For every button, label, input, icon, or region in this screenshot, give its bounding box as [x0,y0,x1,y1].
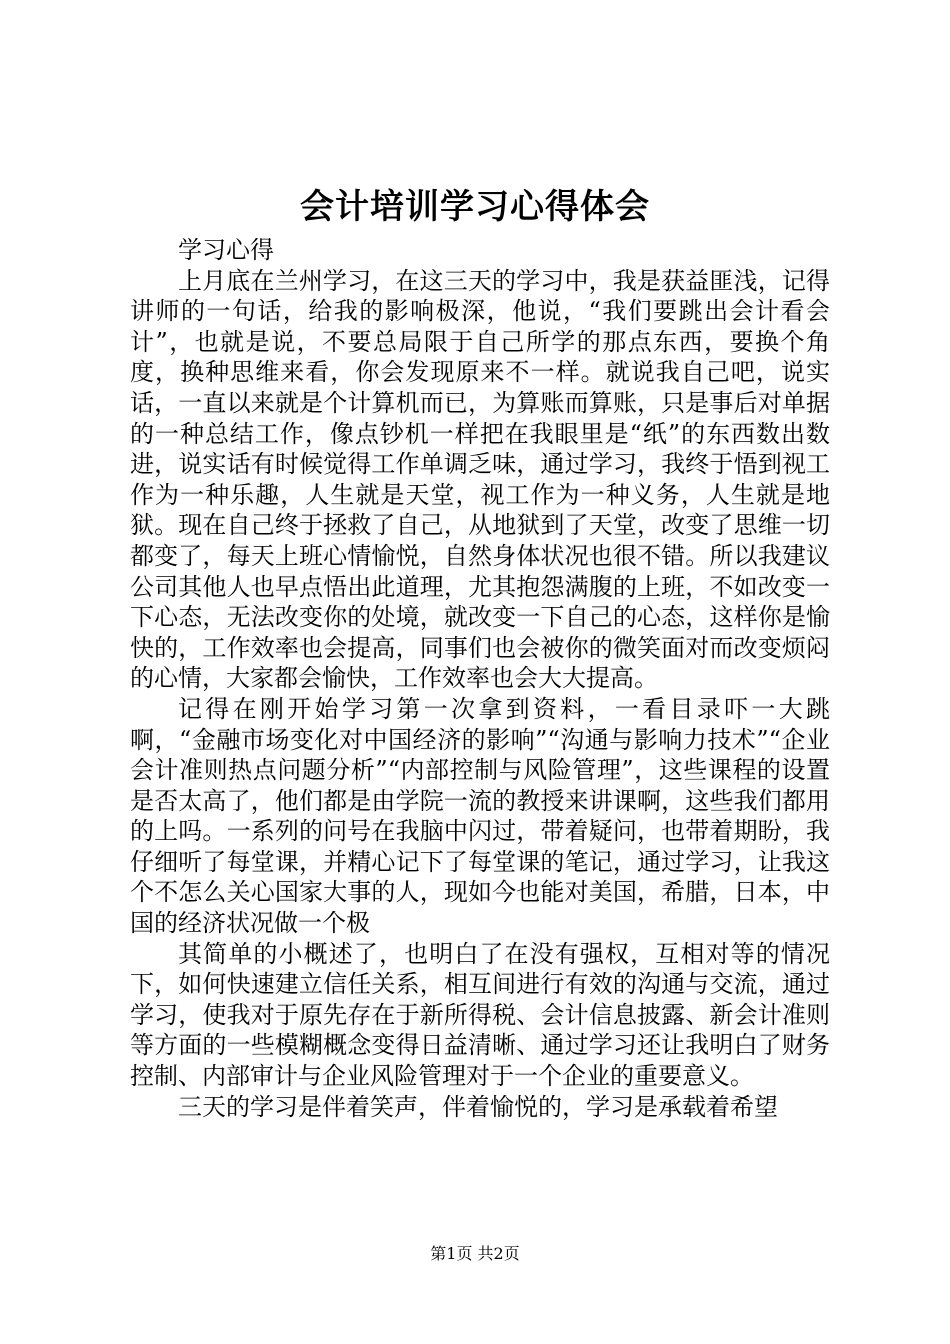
document-body [130,235,830,1122]
paragraph-heading: 学习心得 [178,236,274,264]
paragraph: 其简单的小概述了，也明白了在没有强权，互相对等的情况下，如何快速建立信任关系，相互间进行有效的沟通与交流，通过学习，使我对于原先存在于新所得税、会计信息披露、新会计准则等方面的一些模糊概念变得日益清晰、通过学习还让我明白了财务控制、内部审计与企业风险管理对于一个企业的重要意义。 [130,939,830,1091]
document-title: 会计培训学习心得体会 [300,187,650,227]
paragraph: 三天的学习是伴着笑声，伴着愉悦的，学习是承载着希望 [178,1092,778,1121]
paragraph: 上月底在兰州学习，在这三天的学习中，我是获益匪浅，记得讲师的一句话，给我的影响极深，他说，“我们要跳出会计看会计”，也就是说，不要总局限于自己所学的那点东西，要换个角度，换种思维来看，你会发现原来不一样。就说我自己吧，说实话，一直以来就是个计算机而已，为算账而算账，只是事后对单据的一种总结工作，像点钞机一样把在我眼里是“纸”的东西数出数进，说实话有时候觉得工作单调乏味，通过学习，我终于悟到视工作为一种乐趣，人生就是天堂，视工作为一种义务，人生就是地狱。现在自己终于拯救了自己，从地狱到了天堂，改变了思维一切都变了，每天上班心情愉悦，自然身体状况也很不错。所以我建议公司其他人也早点悟出此道理，尤其抱怨满腹的上班，不如改变一下心态，无法改变你的处境，就改变一下自己的心态，这样你是愉快的，工作效率也会提高，同事们也会被你的微笑面对而改变烦闷的心情，大家都会愉快，工作效率也会大大提高。 [130,266,830,693]
paragraph: 记得在刚开始学习第一次拿到资料，一看目录吓一大跳啊，“金融市场变化对中国经济的影响”“沟通与影响力技术”“企业会计准则热点问题分析”“内部控制与风险管理”，这些课程的设置是否太高了，他们都是由学院一流的教授来讲课啊，这些我们都用的上吗。一系列的问号在我脑中闪过，带着疑问，也带着期盼，我仔细听了每堂课，并精心记下了每堂课的笔记，通过学习，让我这个不怎么关心国家大事的人，现如今也能对美国，希腊，日本，中国的经济状况做一个极 [130,694,830,938]
page-footer: 第1页 共2页 [430,1244,520,1263]
